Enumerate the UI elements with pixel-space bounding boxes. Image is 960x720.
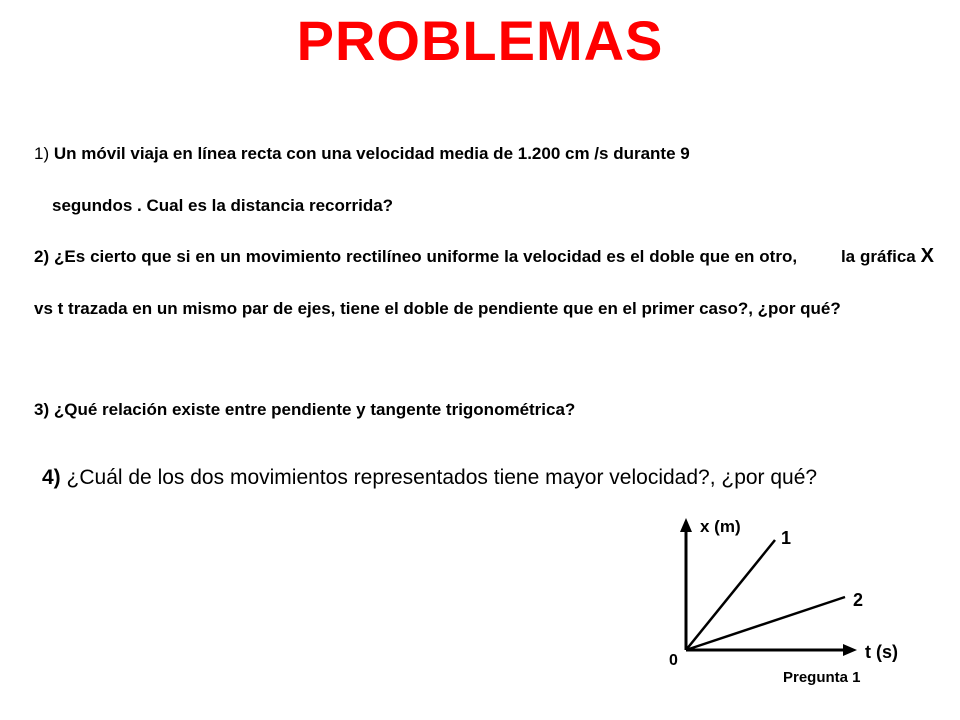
problem-4 <box>42 466 932 490</box>
problem-2-text-d: trazada en un mismo par de ejes, tiene el doble de pendiente que en el primer caso?, ¿por qué? <box>68 299 841 318</box>
problem-1-line1: Un móvil viaja en línea recta con una velocidad media de 1.200 cm /s durante 9 <box>53 144 690 163</box>
figure-caption: Pregunta 1 <box>783 669 861 686</box>
problem-3 <box>34 384 934 436</box>
page-title: PROBLEMAS <box>296 9 664 72</box>
problem-3-number: 3) <box>34 400 50 419</box>
x-axis-arrow-icon <box>843 644 857 656</box>
problem-1-line2: segundos . Cual es la distancia recorrida? <box>52 196 394 215</box>
problem-3-text: ¿Qué relación existe entre pendiente y tangente trigonométrica? <box>53 400 576 419</box>
problem-1-number: 1) <box>34 144 50 163</box>
y-axis-arrow-icon <box>680 518 692 532</box>
problem-2-number: 2) <box>34 247 50 266</box>
motion-graph <box>655 510 925 715</box>
problem-2 <box>34 230 934 335</box>
y-axis-label: x (m) <box>700 517 741 536</box>
x-axis-label: t (s) <box>865 642 898 662</box>
problem-4-number: 4) <box>42 466 61 489</box>
problem-2-var-x: X <box>920 245 934 267</box>
line-1-label: 1 <box>781 528 792 548</box>
problem-2-text-b: la gráfica <box>840 247 916 266</box>
line-2 <box>686 597 845 650</box>
problem-4-text: ¿Cuál de los dos movimientos representados tiene mayor velocidad?, ¿por qué? <box>66 466 818 489</box>
line-1 <box>686 540 775 650</box>
problem-2-text-a: ¿Es cierto que si en un movimiento rectilíneo uniforme la velocidad es el doble que en otro, <box>54 247 798 266</box>
motion-graph-figure <box>655 510 925 715</box>
problem-1 <box>34 128 934 232</box>
problem-2-text-c: vs t <box>34 299 64 318</box>
line-2-label: 2 <box>853 590 864 610</box>
origin-label: 0 <box>669 652 678 669</box>
